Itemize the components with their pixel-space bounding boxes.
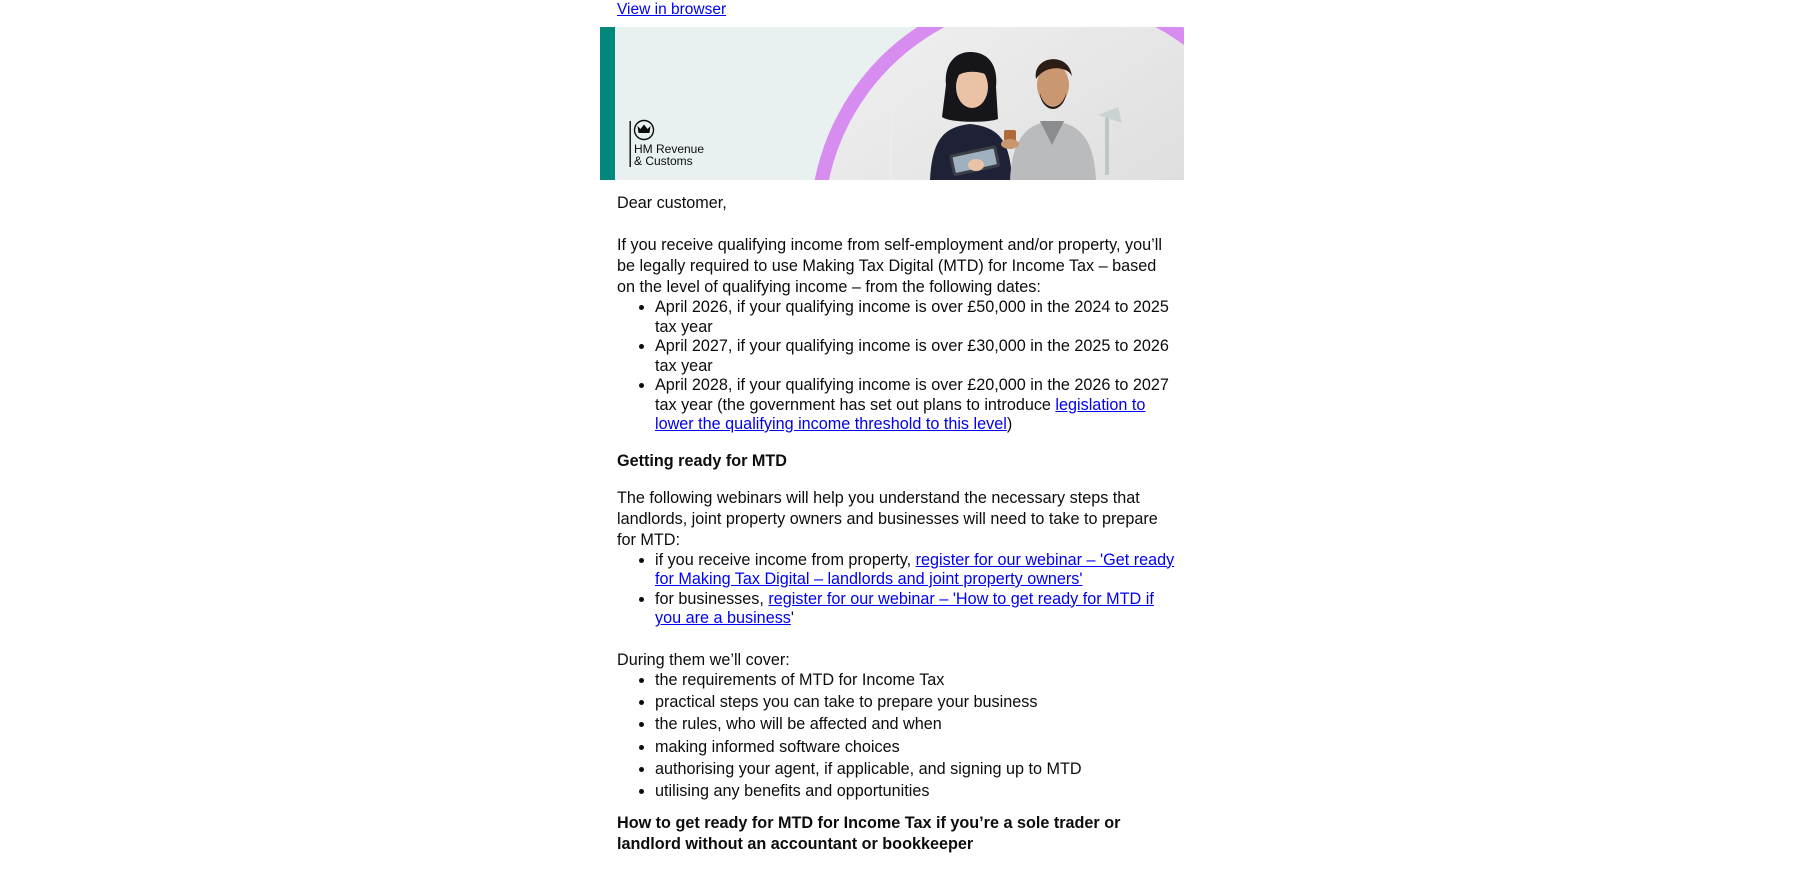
greeting: Dear customer,: [617, 194, 727, 212]
list-item: • April 2027, if your qualifying income is over £30,000 in the 2025 to 2026 tax year: [655, 337, 1177, 376]
intro-paragraph: If you receive qualifying income from self-employment and/or property, you’ll be legally required to use Making Tax Digital (MTD) for Income Tax – based on the level of qualifying income – from the following dates:: [617, 236, 1162, 296]
webinars-intro: The following webinars will help you understand the necessary steps that landlords, joint property owners and businesses will need to take to prepare for MTD:: [617, 488, 1158, 549]
business-webinar-link[interactable]: register for our webinar – 'How to get ready for MTD if you are a business: [655, 589, 1154, 627]
header-banner: [600, 27, 1184, 180]
list-item: • authorising your agent, if applicable, and signing up to MTD: [655, 760, 1177, 780]
threshold-legislation-link[interactable]: legislation to lower the qualifying income threshold to this level: [655, 395, 1146, 433]
landlords-webinar-link[interactable]: register for our webinar – 'Get ready for Making Tax Digital – landlords and joint property owners': [655, 550, 1175, 588]
section-heading-getting-ready: Getting ready for MTD: [617, 451, 787, 470]
list-item: • April 2028, if your qualifying income is over £20,000 in the 2026 to 2027 tax year (the government has set out plans to introduce legislation to lower the qualifying income threshold to this level): [655, 376, 1177, 435]
section-heading-sole-trader: How to get ready for MTD for Income Tax if you’re a sole trader or landlord without an accountant or bookkeeper: [617, 813, 1121, 853]
email-body: [617, 193, 1177, 855]
list-item: • practical steps you can take to prepare your business: [655, 693, 1177, 713]
webinars-list: [617, 551, 1177, 629]
list-item: • making informed software choices: [655, 738, 1177, 758]
list-item: • if you receive income from property, register for our webinar – 'Get ready for Making Tax Digital – landlords and joint property owners': [655, 551, 1177, 590]
list-item: • April 2026, if your qualifying income is over £50,000 in the 2024 to 2025 tax year: [655, 298, 1177, 337]
list-item: • the rules, who will be affected and when: [655, 715, 1177, 735]
banner-illustration: [600, 27, 1184, 180]
logo-line2: & Customs: [634, 154, 693, 168]
mtd-dates-list: [617, 298, 1177, 435]
cover-intro: During them we’ll cover:: [617, 650, 790, 669]
brand-stripe: [600, 27, 615, 180]
logo-line1: HM Revenue: [634, 142, 705, 156]
view-in-browser-link[interactable]: View in browser: [617, 1, 727, 18]
cover-list: [617, 671, 1177, 802]
list-item: • the requirements of MTD for Income Tax: [655, 671, 1177, 691]
list-item: • for businesses, register for our webinar – 'How to get ready for MTD if you are a business': [655, 590, 1177, 629]
list-item: • utilising any benefits and opportunities: [655, 782, 1177, 802]
